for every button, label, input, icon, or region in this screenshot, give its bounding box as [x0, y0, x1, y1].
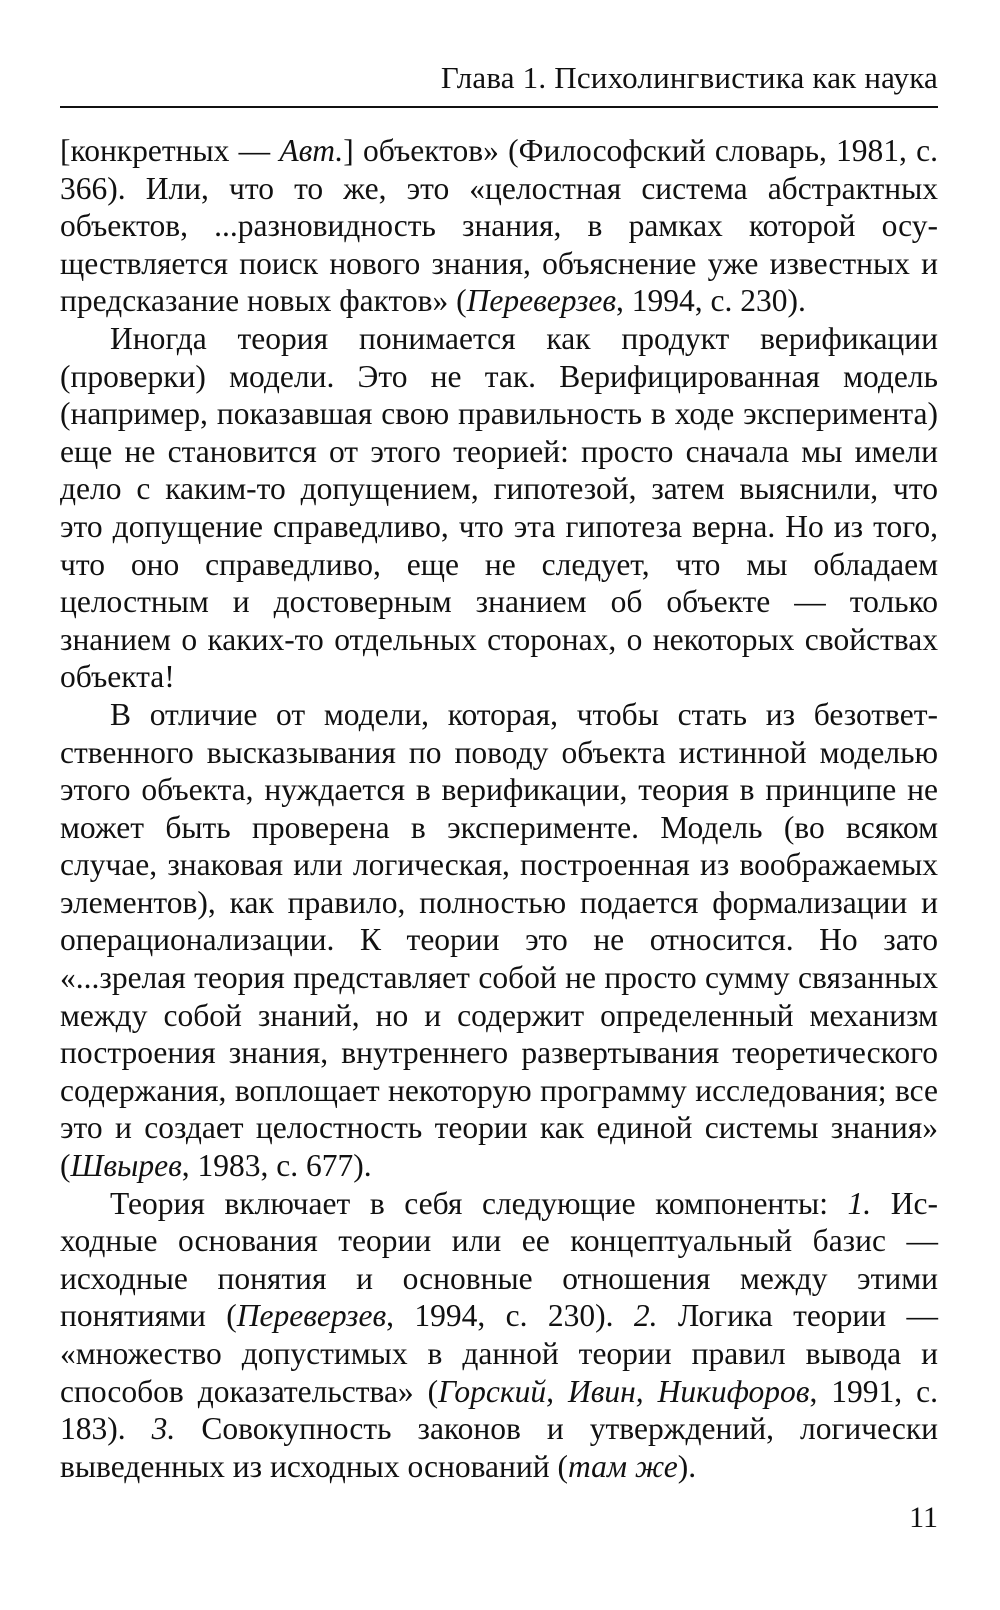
text-run: Иногда теория понимается как продукт верификации (проверки) модели. Это не так. Верифицированная модель (например, показавшая свою правильность в ходе эксперимента) еще не становится от этого теорией: просто сначала мы имели дело с каким-то допущением, гипотезой, затем выяснили, что это допущение справедливо, что эта гипотеза верна. Но из того, что оно справедливо, еще не следует, что мы обладаем целостным и достоверным знанием об объекте — только знанием о каких-то отдельных сторонах, о некоторых свойствах объекта!: [60, 320, 938, 695]
list-number: 2.: [633, 1298, 658, 1334]
citation-reference: там же: [567, 1448, 678, 1484]
citation-author: Переверзев: [466, 283, 617, 319]
header-rule: [60, 106, 938, 108]
italic-abbreviation: Авт.: [279, 133, 344, 168]
text-run: Теория включает в себя следующие компоненты:: [110, 1185, 848, 1221]
text-run: ).: [677, 1448, 697, 1484]
citation-author: Переверзев: [236, 1298, 387, 1334]
text-run: Логика теории — «множество допустимых в данной теории правил вывода и способов доказательства» (: [60, 1298, 938, 1409]
page-number: 11: [909, 1501, 938, 1534]
paragraph-4: [60, 1185, 938, 1486]
text-run: Исходные основания теории или ее концептуальный базис — исходные понятия и основные отношения между этими понятиями (: [60, 1185, 938, 1334]
citation-author: Швырев: [70, 1148, 182, 1184]
body-text: [60, 132, 938, 1485]
list-number: 1.: [847, 1185, 872, 1221]
list-number: 3.: [151, 1411, 176, 1447]
text-run: , 1994, с. 230).: [386, 1298, 634, 1334]
paragraph-1: [60, 132, 938, 320]
text-run: Совокупность законов и утверждений, логически выведенных из исходных оснований (: [60, 1411, 938, 1484]
text-run: , 1991, с. 183).: [60, 1373, 938, 1447]
running-head: Глава 1. Психолингвистика как наука: [440, 60, 938, 95]
paragraph-2: [60, 320, 938, 696]
paragraph-3: [60, 696, 938, 1185]
text-run: ] объектов» (Философский словарь, 1981, с. 366). Или, что то же, это «целостная система абстрактных объектов, ...разновидность знания, в рамках которой осуществляется поиск нового знания, объяснение уже известных и предсказание новых фактов» (: [60, 133, 938, 319]
text-run: , 1994, с. 230).: [616, 283, 806, 319]
text-run: , 1983, с. 677).: [181, 1148, 372, 1184]
text-run: В отличие от модели, которая, чтобы стать из безответственного высказывания по поводу объекта истинной моделью этого объекта, нуждается в верификации, теория в принципе не может быть проверена в эксперименте. Модель (во всяком случае, знаковая или логическая, построенная из воображаемых элементов), как правило, полностью подается формализации и операционализации. К теории это не относится. Но зато «...зрелая теория представляет собой не просто сумму связанных между собой знаний, но и содержит определенный механизм построения знания, внутреннего развертывания теоретического содержания, воплощает некоторую программу исследования; все это и создает целостность теории как единой системы знания» (: [60, 696, 938, 1184]
text-run: [конкретных —: [60, 133, 280, 168]
citation-author: Горский, Ивин, Никифоров: [438, 1373, 810, 1409]
